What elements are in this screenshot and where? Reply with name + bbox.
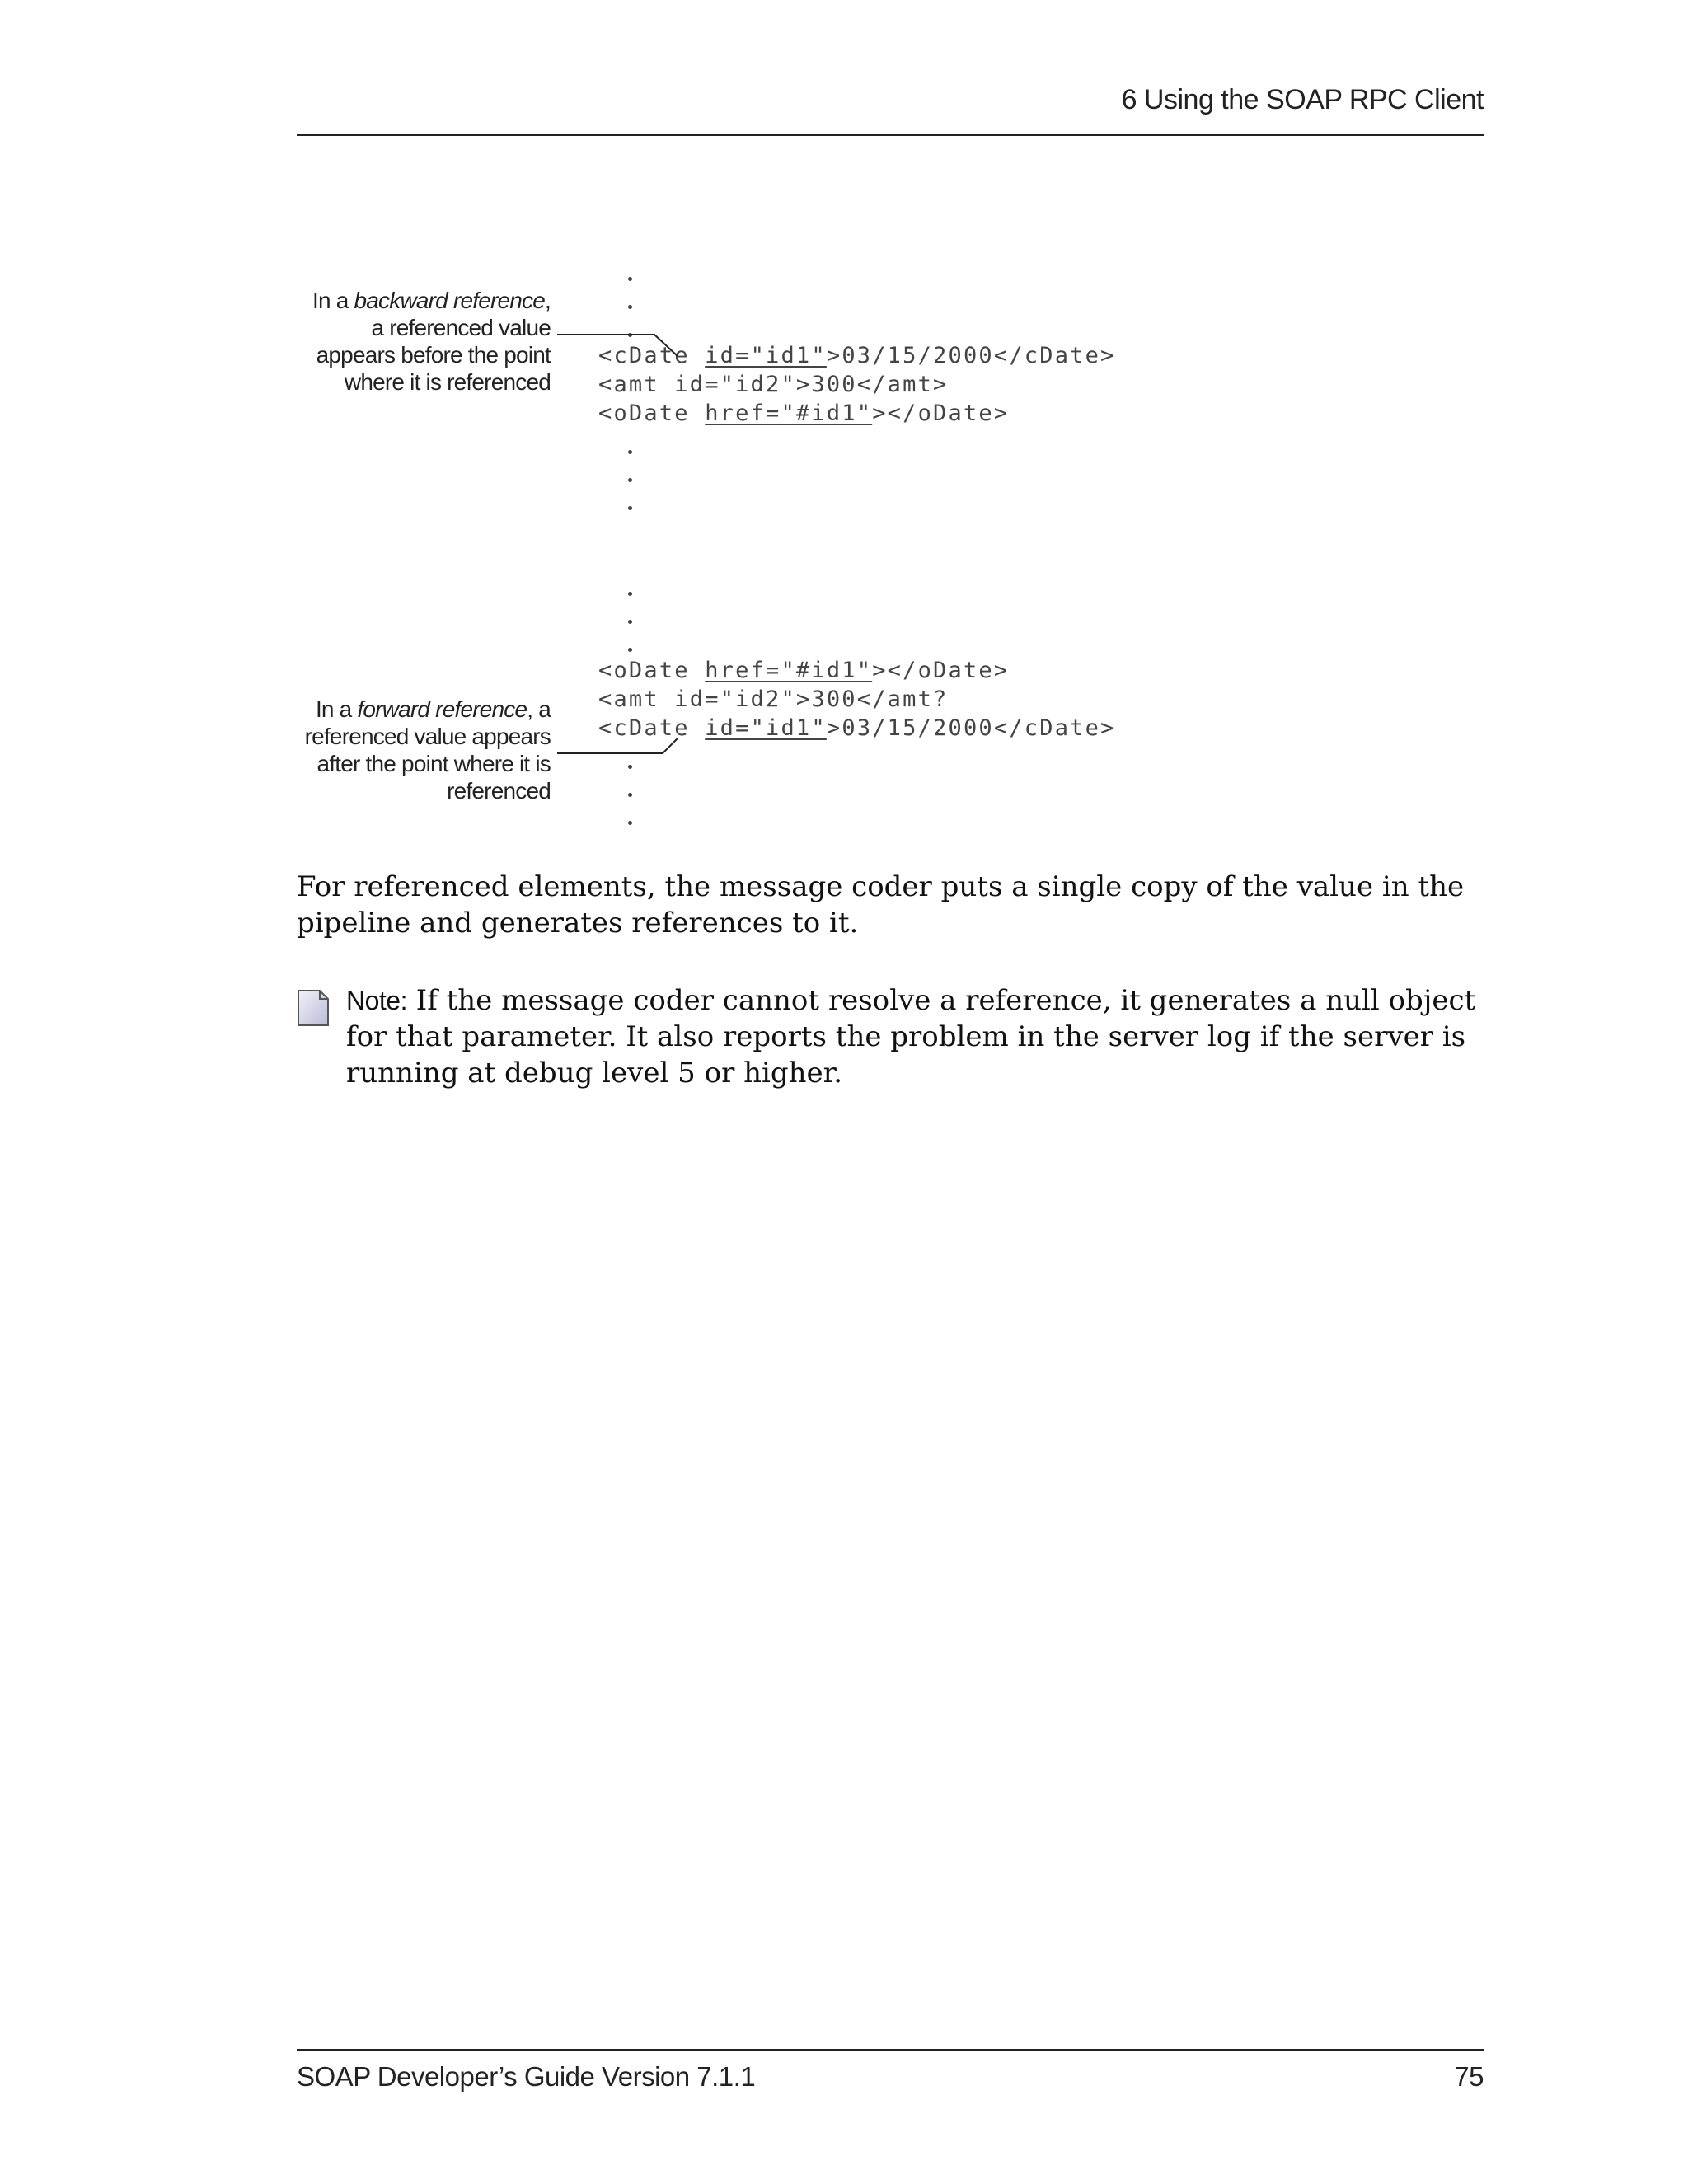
annotation-line: where it is referenced bbox=[344, 369, 551, 395]
code-line: <cDate id="id1">03/15/2000</cDate> bbox=[598, 715, 1116, 741]
annotation-line: a referenced value bbox=[371, 315, 551, 340]
code-line: <cDate id="id1">03/15/2000</cDate> bbox=[598, 343, 1116, 368]
ellipsis-dot bbox=[628, 648, 632, 652]
id-attribute: id="id1" bbox=[705, 343, 827, 368]
annotation-line: appears before the point bbox=[316, 342, 551, 368]
code-line: <oDate href="#id1"></oDate> bbox=[598, 658, 1010, 683]
id-attribute: id="id1" bbox=[705, 715, 827, 741]
forward-reference-annotation bbox=[305, 696, 551, 804]
code-line: <amt id="id2">300</amt? bbox=[598, 687, 949, 712]
annotation-line: referenced bbox=[447, 778, 551, 804]
page-number: 75 bbox=[1454, 2061, 1484, 2092]
ellipsis-dot bbox=[628, 620, 632, 624]
code-line: <amt id="id2">300</amt> bbox=[598, 372, 949, 397]
running-header bbox=[297, 82, 1484, 136]
ellipsis-dot bbox=[628, 305, 632, 309]
footer-document-title: SOAP Developer’s Guide Version 7.1.1 bbox=[297, 2061, 756, 2092]
ellipsis-dot bbox=[628, 821, 632, 825]
ellipsis-dot bbox=[628, 793, 632, 797]
code-line: <oDate href="#id1"></oDate> bbox=[598, 401, 1010, 426]
body-paragraph: For referenced elements, the message coder puts a single copy of the value in the pipeline and generates references to it. bbox=[297, 870, 1465, 940]
ellipsis-dot bbox=[628, 478, 632, 482]
note-icon bbox=[297, 989, 330, 1027]
annotation-line: after the point where it is bbox=[316, 751, 551, 776]
note-label: Note: bbox=[346, 986, 407, 1015]
header-title: 6 Using the SOAP RPC Client bbox=[1121, 84, 1484, 115]
ellipsis-dot bbox=[628, 333, 632, 337]
note-text bbox=[346, 982, 1484, 1091]
ellipsis-dot bbox=[628, 506, 632, 510]
ellipsis-dot bbox=[628, 277, 632, 281]
href-attribute: href="#id1" bbox=[705, 401, 873, 426]
ellipsis-dot bbox=[628, 592, 632, 596]
backward-reference-annotation bbox=[312, 287, 551, 396]
running-footer bbox=[297, 2049, 1484, 2093]
ellipsis-dot bbox=[628, 450, 632, 454]
annotation-line: In a backward reference, bbox=[312, 288, 551, 313]
note-body: If the message coder cannot resolve a reference, it generates a null object for that parameter. It also reports the problem in the server log if the server is running at debug level 5 or higher. bbox=[346, 984, 1476, 1090]
ellipsis-dot bbox=[628, 765, 632, 769]
annotation-line: referenced value appears bbox=[304, 724, 551, 749]
annotation-line: In a forward reference, a bbox=[315, 696, 551, 722]
href-attribute: href="#id1" bbox=[705, 658, 873, 683]
